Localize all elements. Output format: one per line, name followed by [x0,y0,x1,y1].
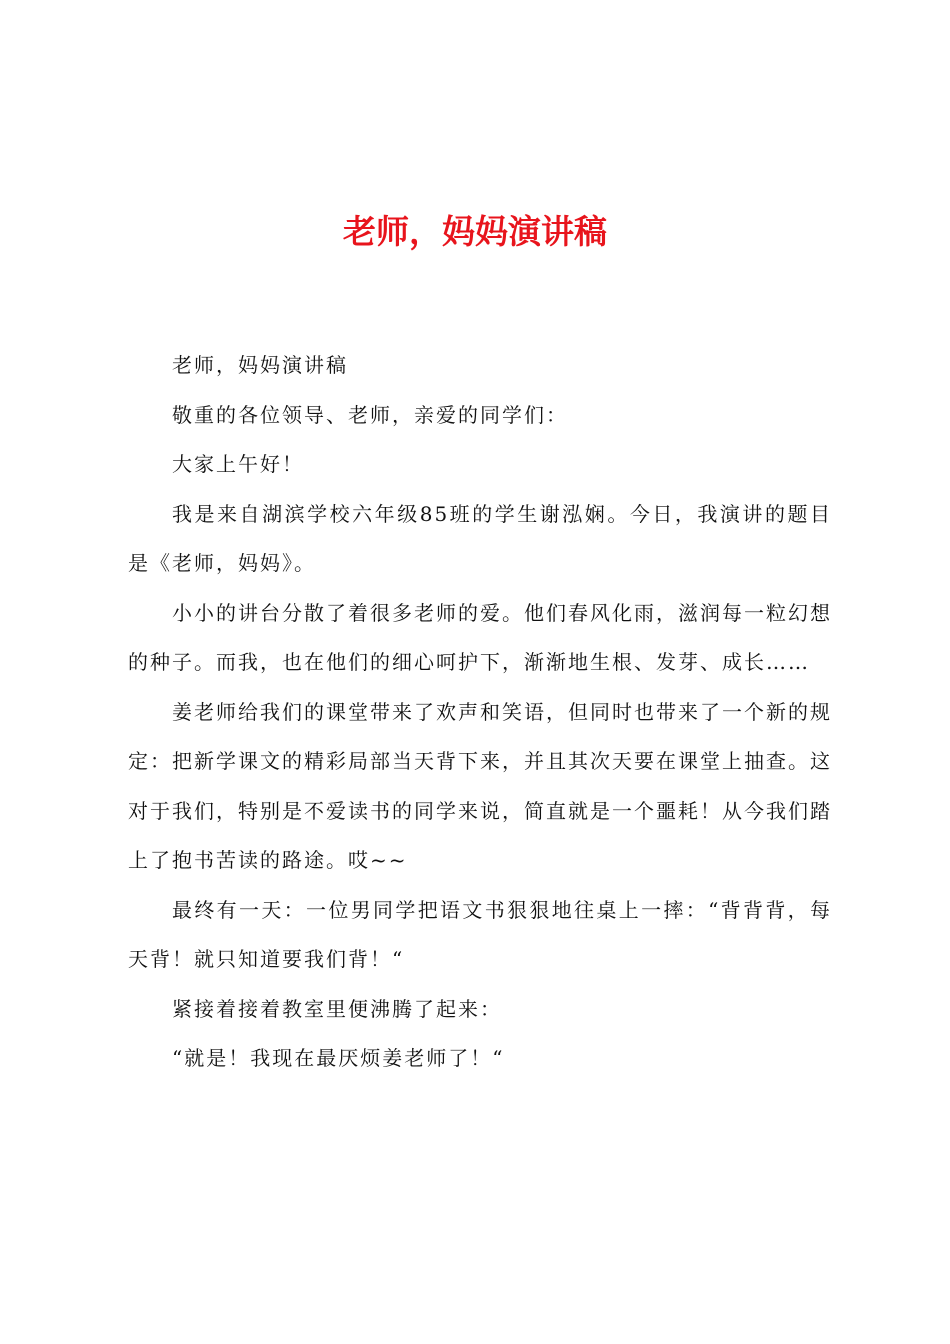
paragraph-subtitle: 老师，妈妈演讲稿 [172,353,348,377]
paragraph-classroom-reaction: 紧接着接着教室里便沸腾了起来： [172,996,502,1021]
paragraph-introduction: 我是来自湖滨学校六年级85班的学生谢泓娴。今日，我演讲的题目是《老师，妈妈》。 [128,501,832,575]
paragraph-teachers-love: 小小的讲台分散了着很多老师的爱。他们春风化雨，滋润每一粒幻想的种子。而我，也在他们的细心呵护下，渐渐地生根、发芽、成长…… [128,600,832,674]
paragraph-quote: “就是！我现在最厌烦姜老师了！“ [172,1046,505,1070]
document-title: 老师，妈妈演讲稿 [343,212,607,251]
paragraph-greeting: 大家上午好！ [172,452,304,476]
document-body [128,341,832,1084]
paragraph-complaint: 最终有一天：一位男同学把语文书狠狠地往桌上一摔：“背背背，每天背！就只知道要我们背！“ [128,897,832,971]
paragraph-new-rule: 姜老师给我们的课堂带来了欢声和笑语，但同时也带来了一个新的规定：把新学课文的精彩局部当天背下来，并且其次天要在课堂上抽查。这对于我们，特别是不爱读书的同学来说，简直就是一个噩耗！从今我们踏上了抱书苦读的路途。哎~~ [128,699,832,872]
paragraph-salutation: 敬重的各位领导、老师，亲爱的同学们： [172,402,568,427]
